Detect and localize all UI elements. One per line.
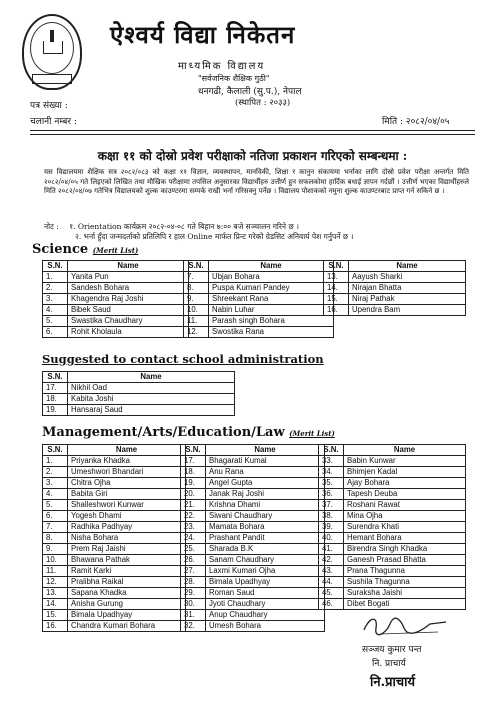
serial-number: 16.: [43, 621, 68, 632]
serial-number: 46.: [319, 599, 344, 610]
student-name: Umeshwori Bhandari: [68, 467, 186, 478]
student-name: Surendra Khati: [344, 522, 466, 533]
student-name: Yanita Pun: [68, 272, 189, 283]
serial-number: 2.: [43, 467, 68, 478]
serial-number: 30.: [181, 599, 206, 610]
table-row: [184, 283, 334, 294]
column-header-sn: S.N.: [43, 261, 68, 272]
serial-number: 12.: [43, 577, 68, 588]
serial-number: 29.: [181, 588, 206, 599]
serial-number: 2.: [43, 283, 68, 294]
student-name: Babin Kunwar: [344, 456, 466, 467]
student-name: Babita Giri: [68, 489, 186, 500]
table-row: [43, 478, 186, 489]
student-name: Ubjan Bohara: [209, 272, 334, 283]
table-row: [319, 555, 466, 566]
table-row: [181, 500, 325, 511]
student-name: Jyoti Chaudhary: [206, 599, 325, 610]
table-row: [181, 489, 325, 500]
student-name: Bimala Upadhyay: [68, 610, 186, 621]
table-row: [319, 599, 466, 610]
serial-number: 26.: [181, 555, 206, 566]
student-name: Niraj Pathak: [349, 294, 466, 305]
student-name: Janak Raj Joshi: [206, 489, 325, 500]
serial-number: 18.: [181, 467, 206, 478]
serial-number: 19.: [181, 478, 206, 489]
student-name: Roman Saud: [206, 588, 325, 599]
table-row: [43, 555, 186, 566]
student-name: Sapana Khadka: [68, 588, 186, 599]
name-table: [42, 371, 235, 416]
name-table: [318, 444, 466, 610]
table-row: [181, 566, 325, 577]
serial-number: 28.: [181, 577, 206, 588]
letter-number-label: पत्र संख्या :: [30, 101, 68, 111]
student-name: Krishna Dhami: [206, 500, 325, 511]
serial-number: 8.: [43, 533, 68, 544]
table-row: [319, 544, 466, 555]
table-row: [43, 305, 189, 316]
column-header-name: Name: [344, 445, 466, 456]
table-row: [43, 294, 189, 305]
student-name: Bimala Upadhyay: [206, 577, 325, 588]
serial-number: 37.: [319, 500, 344, 511]
table-row: [324, 283, 466, 294]
management-heading: [42, 425, 335, 440]
table-row: [181, 599, 325, 610]
serial-number: 6.: [43, 327, 68, 338]
table-row: [181, 533, 325, 544]
serial-number: 36.: [319, 489, 344, 500]
table-row: [184, 327, 334, 338]
name-table: [323, 260, 466, 316]
student-name: Umesh Bohara: [206, 621, 325, 632]
table-row: [181, 522, 325, 533]
established-year: (स्थापित : २०३३): [235, 98, 291, 108]
student-name: Bibek Saud: [68, 305, 189, 316]
student-name: Anup Chaudhary: [206, 610, 325, 621]
serial-number: 8.: [184, 283, 209, 294]
student-name: Dibet Bogati: [344, 599, 466, 610]
suggested-heading: Suggested to contact school administration: [42, 352, 324, 366]
school-emblem-icon: [22, 14, 82, 90]
student-name: Sushila Thagunna: [344, 577, 466, 588]
notice-notes: [44, 222, 353, 242]
student-name: Chandra Kumari Bohara: [68, 621, 186, 632]
student-name: Hemant Bohara: [344, 533, 466, 544]
student-name: Khagendra Raj Joshi: [68, 294, 189, 305]
student-name: Suraksha Jaishi: [344, 588, 466, 599]
student-name: Anu Rana: [206, 467, 325, 478]
student-name: Mamata Bohara: [206, 522, 325, 533]
student-name: Rohit Kholaula: [68, 327, 189, 338]
serial-number: 20.: [181, 489, 206, 500]
management-heading-text: Management/Arts/Education/Law: [42, 425, 285, 440]
table-row: [184, 294, 334, 305]
serial-number: 15.: [43, 610, 68, 621]
serial-number: 7.: [43, 522, 68, 533]
serial-number: 10.: [43, 555, 68, 566]
student-name: Nirajan Bhatta: [349, 283, 466, 294]
table-row: [184, 272, 334, 283]
serial-number: 6.: [43, 511, 68, 522]
student-name: Anisha Gurung: [68, 599, 186, 610]
column-header-sn: S.N.: [43, 445, 68, 456]
serial-number: 27.: [181, 566, 206, 577]
notice-title: कक्षा ११ को दोस्रो प्रवेश परीक्षाको नतिजा प्रकाशन गरिएको सम्बन्धमा :: [97, 149, 408, 163]
school-motto: "सर्वजनिक शैक्षिक गुठी": [198, 74, 270, 83]
science-heading: [32, 242, 138, 257]
column-header-sn: S.N.: [324, 261, 349, 272]
table-row: [43, 500, 186, 511]
student-name: Prem Raj Jaishi: [68, 544, 186, 555]
student-name: Swastika Chaudhary: [68, 316, 189, 327]
table-row: [43, 456, 186, 467]
name-table: [180, 444, 325, 632]
table-row: [43, 511, 186, 522]
signature-icon: [360, 612, 450, 638]
student-name: Bhimjen Kadal: [344, 467, 466, 478]
letterhead-divider: [30, 130, 475, 131]
serial-number: 38.: [319, 511, 344, 522]
serial-number: 5.: [43, 500, 68, 511]
table-row: [181, 467, 325, 478]
serial-number: 9.: [184, 294, 209, 305]
serial-number: 16.: [324, 305, 349, 316]
column-header-sn: S.N.: [181, 445, 206, 456]
serial-number: 33.: [319, 456, 344, 467]
table-row: [181, 621, 325, 632]
column-header-name: Name: [209, 261, 334, 272]
table-row: [319, 588, 466, 599]
signatory-name: सञ्जय कुमार पन्त: [362, 645, 422, 655]
serial-number: 14.: [324, 283, 349, 294]
serial-number: 3.: [43, 294, 68, 305]
management-subheading: (Merit List): [289, 429, 335, 438]
column-header-name: Name: [68, 445, 186, 456]
student-name: Ganesh Prasad Bhatta: [344, 555, 466, 566]
serial-number: 21.: [181, 500, 206, 511]
table-row: [319, 511, 466, 522]
serial-number: 4.: [43, 305, 68, 316]
note-item: २. भर्ना हुँदा जन्मदर्ताको प्रतिलिपि र हाल Online मार्फत प्रिन्ट गरेको ग्रेडसिट अनिवार्य पेश गर्नुपर्ने छ ।: [75, 232, 354, 241]
serial-number: 41.: [319, 544, 344, 555]
science-heading-text: Science: [32, 242, 89, 257]
name-table: [42, 260, 189, 338]
science-subheading: (Merit List): [92, 246, 139, 255]
table-row: [181, 610, 325, 621]
serial-number: 32.: [181, 621, 206, 632]
serial-number: 1.: [43, 456, 68, 467]
student-name: Sanam Chaudhary: [206, 555, 325, 566]
table-row: [43, 283, 189, 294]
table-row: [324, 272, 466, 283]
student-name: Aayush Sharki: [349, 272, 466, 283]
table-row: [43, 405, 235, 416]
table-row: [181, 456, 325, 467]
student-name: Prana Thagunna: [344, 566, 466, 577]
table-row: [43, 467, 186, 478]
table-row: [43, 621, 186, 632]
student-name: Mina Ojha: [344, 511, 466, 522]
student-name: Roshani Rawat: [344, 500, 466, 511]
table-row: [43, 272, 189, 283]
column-header-name: Name: [68, 372, 235, 383]
student-name: Chitra Ojha: [68, 478, 186, 489]
student-name: Tapesh Deuba: [344, 489, 466, 500]
table-row: [43, 394, 235, 405]
student-name: Upendra Bam: [349, 305, 466, 316]
student-name: Pralibha Raikal: [68, 577, 186, 588]
table-row: [324, 305, 466, 316]
table-row: [184, 316, 334, 327]
table-row: [43, 566, 186, 577]
student-name: Angel Gupta: [206, 478, 325, 489]
student-name: Birendra Singh Khadka: [344, 544, 466, 555]
column-header-sn: S.N.: [43, 372, 68, 383]
student-name: Bhawana Pathak: [68, 555, 186, 566]
dispatch-number-label: चलानी नम्बर :: [30, 117, 77, 127]
table-row: [181, 588, 325, 599]
student-name: Nikhil Oad: [68, 383, 235, 394]
student-name: Yogesh Dhami: [68, 511, 186, 522]
column-header-name: Name: [349, 261, 466, 272]
serial-number: 45.: [319, 588, 344, 599]
table-row: [319, 478, 466, 489]
name-table: [183, 260, 334, 338]
serial-number: 24.: [181, 533, 206, 544]
student-name: Swostika Rana: [209, 327, 334, 338]
table-row: [43, 610, 186, 621]
serial-number: 9.: [43, 544, 68, 555]
serial-number: 15.: [324, 294, 349, 305]
column-header-name: Name: [206, 445, 325, 456]
table-row: [319, 500, 466, 511]
student-name: Shalleshwori Kunwar: [68, 500, 186, 511]
serial-number: 25.: [181, 544, 206, 555]
student-name: Nisha Bohara: [68, 533, 186, 544]
serial-number: 12.: [184, 327, 209, 338]
serial-number: 19.: [43, 405, 68, 416]
table-row: [43, 544, 186, 555]
student-name: Bhagarati Kumal: [206, 456, 325, 467]
table-row: [181, 577, 325, 588]
serial-number: 11.: [184, 316, 209, 327]
serial-number: 1.: [43, 272, 68, 283]
serial-number: 42.: [319, 555, 344, 566]
letterhead-divider-thin: [30, 134, 475, 135]
table-row: [319, 522, 466, 533]
name-table: [42, 444, 186, 632]
table-row: [181, 511, 325, 522]
table-row: [184, 305, 334, 316]
serial-number: 17.: [43, 383, 68, 394]
table-row: [43, 577, 186, 588]
table-row: [319, 533, 466, 544]
date-label: मिति : २०८२/०४/०५: [382, 117, 450, 127]
table-row: [181, 544, 325, 555]
student-name: Radhika Padhyay: [68, 522, 186, 533]
student-name: Ajay Bohara: [344, 478, 466, 489]
serial-number: 5.: [43, 316, 68, 327]
student-name: Hansaraj Saud: [68, 405, 235, 416]
signatory-stamp: नि.प्राचार्य: [370, 675, 416, 690]
column-header-sn: S.N.: [184, 261, 209, 272]
notice-body: यस विद्यालयमा शैक्षिक सत्र २०८२/०८३ को कक्षा ११ विज्ञान, व्यवस्थापन, मानविकी, शिक्षा र कानुन संकायमा भर्नाका लागि दोस्रो प्रवेश परीक्षा अन्तर्गत मिति २०८२/०४/०५ गते लिइएको लिखित तथा मौखिक परीक्षामा तपसिल अनुसारका विद्यार्थीहरु उत्तीर्ण हुन सफलकोमा हार्दिक बधाई ज्ञापन गर्दछौं । उत्तीर्ण भएका विद्यार्थीहरुले मिति २०८२/०४/०७ गतेभित्र विद्यालयको शुल्क काउण्टरमा सम्पर्क राखी भर्ना गरिसक्नु पर्नेछ । विद्यालय पोशाकको नमुना शुल्क काउण्टरबाट प्राप्त गर्न सकिने छ ।: [44, 168, 469, 195]
serial-number: 34.: [319, 467, 344, 478]
serial-number: 40.: [319, 533, 344, 544]
note-label: नोट :: [44, 222, 59, 231]
student-name: Shreekant Rana: [209, 294, 334, 305]
student-name: Nabin Luhar: [209, 305, 334, 316]
table-row: [181, 555, 325, 566]
student-name: Sharada B.K: [206, 544, 325, 555]
column-header-sn: S.N.: [319, 445, 344, 456]
student-name: Sandesh Bohara: [68, 283, 189, 294]
serial-number: 7.: [184, 272, 209, 283]
table-row: [43, 383, 235, 394]
serial-number: 31.: [181, 610, 206, 621]
table-row: [319, 489, 466, 500]
serial-number: 18.: [43, 394, 68, 405]
serial-number: 17.: [181, 456, 206, 467]
table-row: [319, 577, 466, 588]
table-row: [324, 294, 466, 305]
table-row: [43, 522, 186, 533]
table-row: [43, 327, 189, 338]
table-row: [181, 478, 325, 489]
serial-number: 4.: [43, 489, 68, 500]
column-header-name: Name: [68, 261, 189, 272]
table-row: [43, 533, 186, 544]
student-name: Siwani Chaudhary: [206, 511, 325, 522]
student-name: Puspa Kumari Pandey: [209, 283, 334, 294]
school-address: धनगढी, कैलाली (सु.प.), नेपाल: [198, 87, 302, 97]
serial-number: 23.: [181, 522, 206, 533]
student-name: Laxmi Kumari Ojha: [206, 566, 325, 577]
table-row: [43, 588, 186, 599]
serial-number: 13.: [324, 272, 349, 283]
table-row: [319, 467, 466, 478]
serial-number: 39.: [319, 522, 344, 533]
school-type: माध्यमिक विद्यालय: [178, 61, 266, 72]
serial-number: 35.: [319, 478, 344, 489]
serial-number: 13.: [43, 588, 68, 599]
table-row: [319, 456, 466, 467]
serial-number: 43.: [319, 566, 344, 577]
note-item: १. Orientation कार्यक्रम २०८२-०४-०८ गते बिहान ७:०० बजे सञ्चालन गरिने छ ।: [69, 222, 299, 231]
table-row: [319, 566, 466, 577]
serial-number: 11.: [43, 566, 68, 577]
serial-number: 22.: [181, 511, 206, 522]
signatory-title: नि. प्राचार्य: [372, 659, 406, 669]
table-row: [43, 599, 186, 610]
serial-number: 10.: [184, 305, 209, 316]
student-name: Ramit Karki: [68, 566, 186, 577]
serial-number: 44.: [319, 577, 344, 588]
serial-number: 14.: [43, 599, 68, 610]
student-name: Parash singh Bohara: [209, 316, 334, 327]
student-name: Prashant Pandit: [206, 533, 325, 544]
serial-number: 3.: [43, 478, 68, 489]
table-row: [43, 489, 186, 500]
student-name: Priyanka Khadka: [68, 456, 186, 467]
school-name: ऐश्वर्य विद्या निकेतन: [110, 20, 296, 49]
student-name: Kabita Joshi: [68, 394, 235, 405]
table-row: [43, 316, 189, 327]
